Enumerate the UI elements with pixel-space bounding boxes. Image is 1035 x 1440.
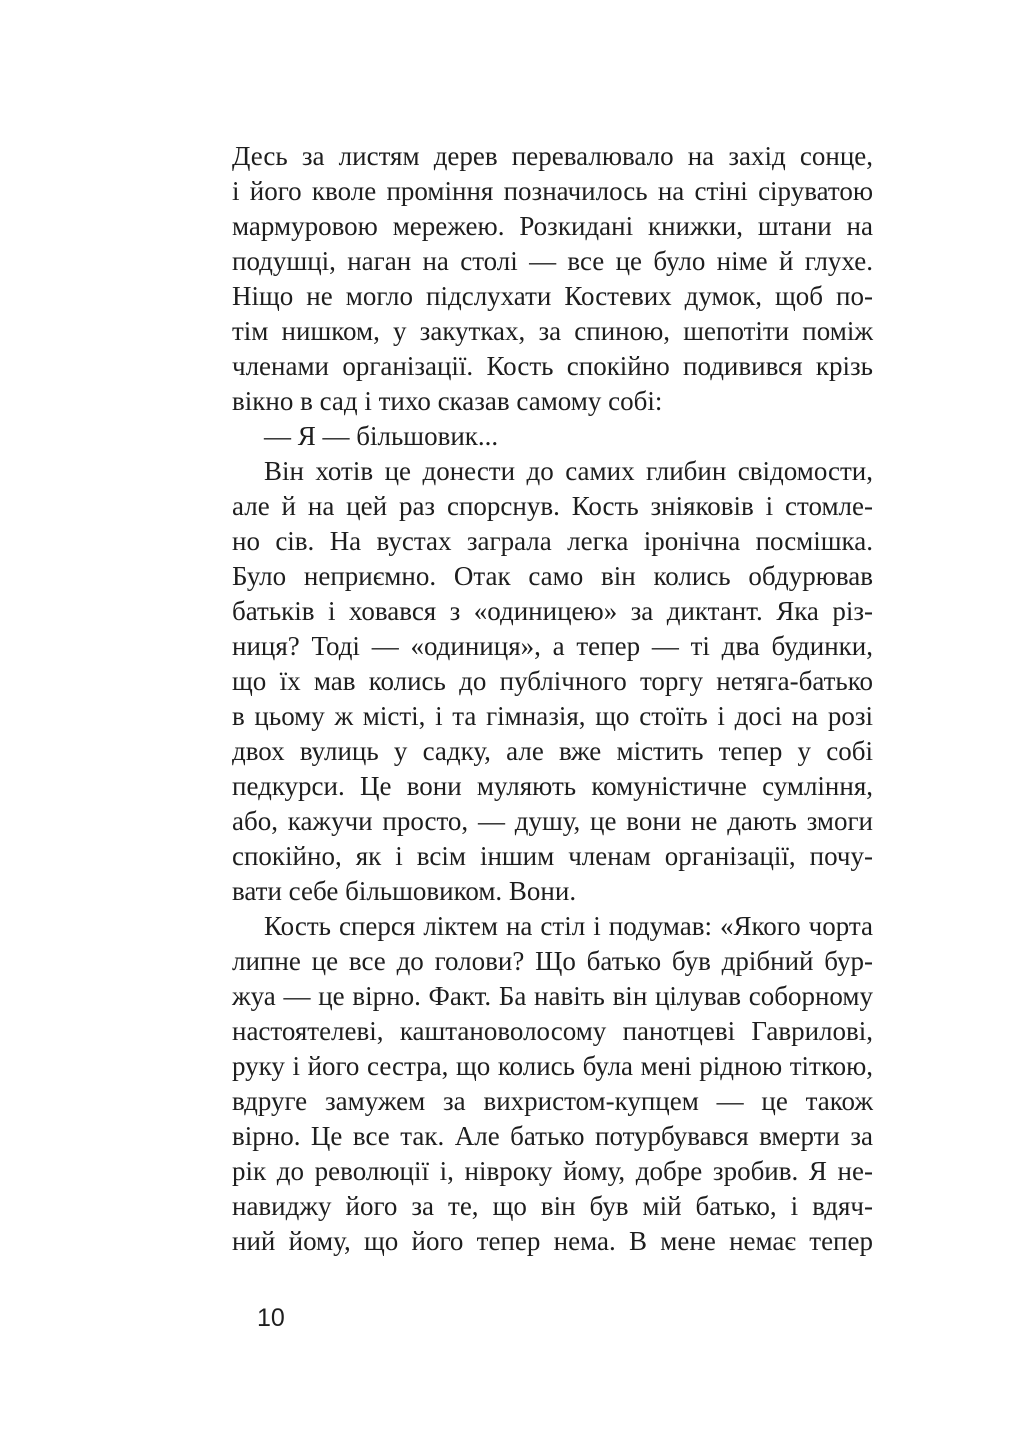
text-line: навиджу його за те, що він був мій батько, і вдяч-: [232, 1191, 873, 1221]
text-line: спокійно, як і всім іншим членам організації, почу-: [232, 841, 873, 871]
paragraph: [232, 909, 873, 1259]
text-line: — Я — більшовик...: [264, 421, 499, 451]
text-line: в цьому ж місті, і та гімназія, що стоїть і досі на розі: [232, 701, 873, 731]
text-line: вірно. Це все так. Але батько потурбувався вмерти за: [232, 1121, 873, 1151]
text-line: вати себе більшовиком. Вони.: [232, 876, 577, 906]
text-line: Було неприємно. Отак само він колись обдурював: [232, 561, 873, 591]
text-line: і його кволе проміння позначилось на стіні сіруватою: [232, 176, 873, 206]
text-line: Десь за листям дерев перевалювало на захід сонце,: [232, 141, 873, 171]
text-line: вдруге замужем за вихристом-купцем — це також: [232, 1086, 873, 1116]
text-line: вікно в сад і тихо сказав самому собі:: [232, 386, 663, 416]
text-line: ниця? Тоді — «одиниця», а тепер — ті два будинки,: [232, 631, 873, 661]
text-line: но сів. На вустах заграла легка іронічна посмішка.: [232, 526, 873, 556]
text-line: мармуровою мережею. Розкидані книжки, штани на: [232, 211, 873, 241]
text-line: двох вулиць у садку, але вже містить тепер у собі: [232, 736, 873, 766]
text-line: або, кажучи просто, — душу, це вони не дають змоги: [232, 806, 873, 836]
paragraph: [232, 454, 873, 909]
text-line: ний йому, що його тепер нема. В мене немає тепер: [232, 1226, 873, 1256]
text-line: що їх мав колись до публічного торгу нетяга-батько: [232, 666, 873, 696]
text-line: Він хотів це донести до самих глибин свідомости,: [264, 456, 873, 486]
text-line: липне це все до голови? Що батько був дрібний бур-: [232, 946, 873, 976]
page-text: [232, 139, 873, 1259]
text-line: тім нишком, у закутках, за спиною, шепотіти поміж: [232, 316, 873, 346]
text-line: Кость сперся ліктем на стіл і подумав: «Якого чорта: [264, 911, 873, 941]
text-line: Ніщо не могло підслухати Костевих думок, щоб по-: [232, 281, 873, 311]
text-line: подушці, наган на столі — все це було німе й глухе.: [232, 246, 873, 276]
text-line: батьків і ховався з «одиницею» за диктант. Яка різ-: [232, 596, 873, 626]
text-line: педкурси. Це вони муляють комуністичне сумління,: [232, 771, 873, 801]
page-number: 10: [257, 1304, 285, 1332]
text-line: жуа — це вірно. Факт. Ба навіть він цілував соборному: [232, 981, 873, 1011]
paragraph: [232, 139, 873, 419]
paragraph: [232, 419, 873, 454]
text-line: рік до революції і, нівроку йому, добре зробив. Я не-: [232, 1156, 873, 1186]
text-line: руку і його сестра, що колись була мені рідною тіткою,: [232, 1051, 873, 1081]
text-line: настоятелеві, каштановолосому панотцеві Гаврилові,: [232, 1016, 873, 1046]
text-line: членами організації. Кость спокійно подивився крізь: [232, 351, 873, 381]
text-line: але й на цей раз спорснув. Кость зніяковів і стомле-: [232, 491, 873, 521]
